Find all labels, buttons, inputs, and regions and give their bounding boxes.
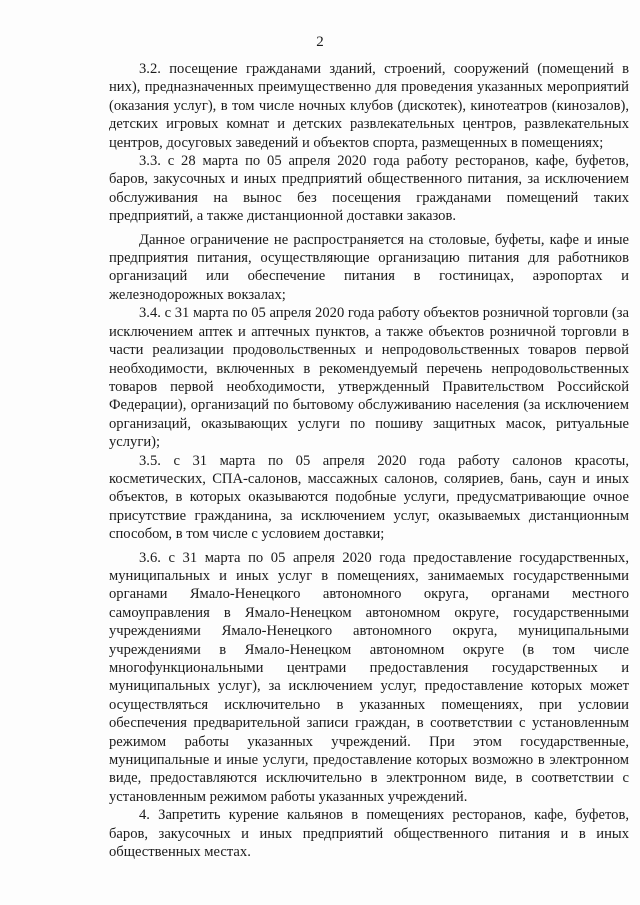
paragraph-3-3: 3.3. с 28 марта по 05 апреля 2020 года работу ресторанов, кафе, буфетов, баров, закусочных и иных предприятий общественного питания, за исключением обслуживания на вынос без посещения гражданами помещений таких предприятий, а также дистанционной доставки заказов.: [109, 153, 629, 225]
paragraph-3-5: 3.5. с 31 марта по 05 апреля 2020 года работу салонов красоты, косметических, СПА-салонов, массажных салонов, соляриев, бань, саун и иных объектов, в которых оказываются подобные услуги, предусматривающие очное присутствие гражданина, за исключением услуг, оказываемых дистанционным способом, в том числе с условием доставки;: [109, 452, 629, 543]
paragraph-4: 4. Запретить курение кальянов в помещениях ресторанов, кафе, буфетов, баров, закусочных и иных предприятий общественного питания и в иных общественных местах.: [109, 807, 629, 861]
document-body: [109, 60, 629, 861]
page-number: 2: [316, 34, 324, 50]
paragraph-3-2: 3.2. посещение гражданами зданий, строений, сооружений (помещений в них), предназначенных преимущественно для проведения указанных мероприятий (оказания услуг), в том числе ночных клубов (дискотек), кинотеатров (кинозалов), детских игровых комнат и детских развлекательных центров, развлекательных центров, досуговых заведений и объектов спорта, размещенных в помещениях;: [109, 61, 629, 151]
paragraph-exception-note: Данное ограничение не распространяется на столовые, буфеты, кафе и иные предприятия питания, осуществляющие организацию питания для работников организаций или обеспечение питания в гостиницах, аэропортах и железнодорожных вокзалах;: [109, 231, 629, 303]
paragraph-3-4: 3.4. с 31 марта по 05 апреля 2020 года работу объектов розничной торговли (за исключением аптек и аптечных пунктов, а также объектов розничной торговли в части реализации продовольственных и непродовольственных товаров первой необходимости, включенных в рекомендуемый перечень непродовольственных товаров первой необходимости, утвержденный Правительством Российской Федерации), организаций по бытовому обслуживанию населения (за исключением организаций, оказывающих услуги по пошиву защитных масок, ритуальные услуги);: [109, 305, 629, 451]
paragraph-3-6: 3.6. с 31 марта по 05 апреля 2020 года предоставление государственных, муниципальных и иных услуг в помещениях, занимаемых государственными органами Ямало-Ненецкого автономного округа, органами местного самоуправления в Ямало-Ненецком автономном округе, государственными учреждениями Ямало-Ненецкого автономного округа, муниципальными учреждениями в Ямало-Ненецком автономном округе (в том числе многофункциональными центрами предоставления государственных и муниципальных услуг), за исключением услуг, предоставление которых может осуществляться исключительно в указанных помещениях, при условии обеспечения предварительной записи граждан, в соответствии с установленным режимом работы указанных учреждений. При этом государственные, муниципальные и иные услуги, предоставление которых возможно в электронном виде, предоставляются исключительно в электронном виде, в соответствии с установленным режимом работы указанных учреждений.: [109, 549, 629, 805]
